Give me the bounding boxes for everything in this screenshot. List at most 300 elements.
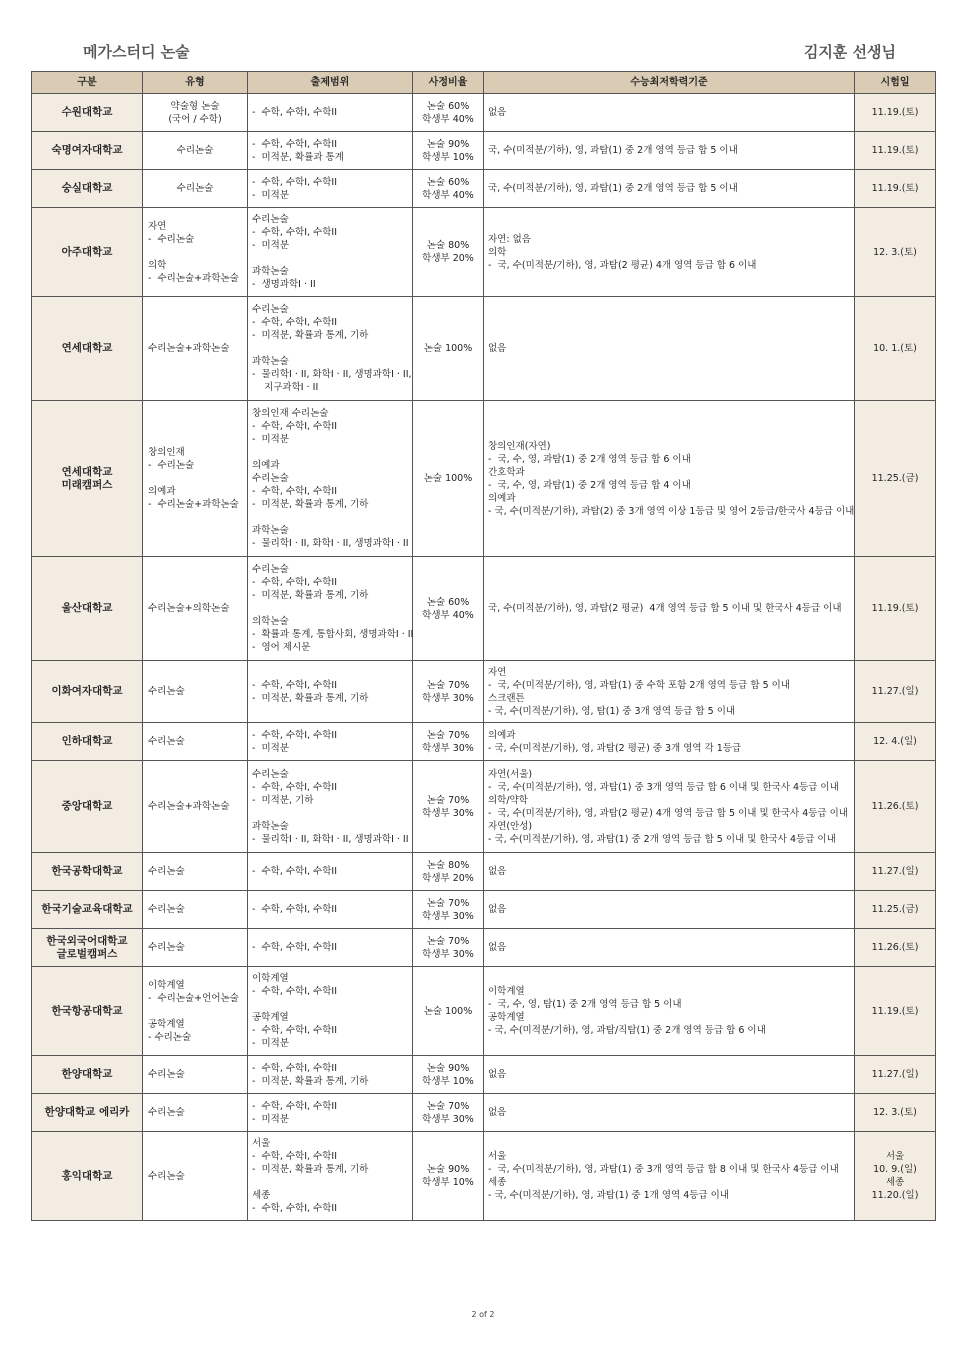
exam-type-line (148, 472, 242, 485)
exam-type-cell (143, 723, 248, 761)
exam-date-cell (855, 853, 936, 891)
exam-range-line: - 미적분, 확률과 통계, 기하 (252, 590, 369, 601)
exam-range-line (252, 807, 408, 820)
exam-range-line: - 미적분, 확률과 통계, 기하 (252, 1164, 369, 1175)
exam-range-line: 세종 (252, 1190, 271, 1201)
table-row (32, 661, 936, 723)
col-header: 유형 (143, 72, 248, 94)
min-requirement-line: - 국, 수, 영, 탐(1) 중 2개 영역 등급 합 5 이내 (488, 999, 682, 1010)
score-ratio-line: 논술 60% (426, 596, 470, 608)
exam-range-line: 이학계열 (252, 973, 289, 984)
min-requirement-line: - 국, 수(미적분/기하), 영, 과탐/직탐(1) 중 2개 영역 등급 합 6 이내 (488, 1025, 766, 1036)
score-ratio-cell (413, 94, 484, 132)
min-requirement-line: 이학계열 (488, 986, 525, 997)
exam-range-line: 지구과학I · II (252, 382, 319, 393)
table-row (32, 723, 936, 761)
exam-type-cell (143, 761, 248, 853)
exam-type-cell (143, 853, 248, 891)
exam-range-line: 과학논술 (252, 266, 289, 277)
min-requirement-cell (484, 297, 855, 401)
exam-type-line: 수리논술 (176, 145, 214, 156)
score-ratio-line: 논술 70% (426, 729, 470, 741)
exam-range-line (252, 252, 408, 265)
score-ratio-cell (413, 557, 484, 661)
university-name-cell (32, 661, 143, 723)
exam-type-line: - 수리논술+과학논술 (148, 499, 239, 510)
university-name-line: 미래캠퍼스 (61, 478, 113, 491)
exam-date-cell (855, 891, 936, 929)
exam-range-line (252, 342, 408, 355)
university-name-cell (32, 132, 143, 170)
min-requirement-cell (484, 94, 855, 132)
min-requirement-cell (484, 661, 855, 723)
score-ratio-line: 논술 70% (426, 1100, 470, 1112)
exam-range-line (252, 511, 408, 524)
exam-date-line: 12. 3.(토) (873, 1107, 917, 1118)
score-ratio-line: 학생부 20% (422, 253, 474, 264)
table-body (32, 94, 936, 1221)
min-requirement-line: 창의인재(자연) (488, 440, 551, 452)
exam-range-line: - 수학, 수학I, 수학II (252, 904, 338, 915)
exam-date-cell (855, 929, 936, 967)
exam-type-cell (143, 1056, 248, 1094)
min-requirement-cell (484, 1056, 855, 1094)
exam-date-cell (855, 1056, 936, 1094)
table-row (32, 1056, 936, 1094)
exam-range-line: - 미적분 (252, 434, 289, 445)
exam-date-cell (855, 208, 936, 297)
score-ratio-line: 논술 80% (426, 859, 470, 871)
table-row (32, 761, 936, 853)
university-name-line: 인하대학교 (61, 735, 113, 747)
exam-type-line: 수리논술 (148, 1069, 185, 1080)
score-ratio-cell (413, 1056, 484, 1094)
exam-date-line: 10. 9.(일) (873, 1164, 917, 1175)
min-requirement-line: 없음 (488, 904, 507, 915)
exam-type-line: 수리논술 (148, 686, 185, 697)
exam-range-line: - 수학, 수학I, 수학II (252, 1100, 338, 1112)
score-ratio-cell (413, 853, 484, 891)
score-ratio-line: 학생부 30% (422, 742, 474, 754)
university-name-line: 숭실대학교 (61, 182, 113, 194)
score-ratio-line: 논술 90% (426, 1164, 470, 1175)
score-ratio-line: 논술 90% (426, 138, 470, 150)
score-ratio-line: 논술 60% (426, 100, 470, 112)
exam-table (31, 71, 936, 1221)
exam-range-line: - 물리학I · II, 화학I · II, 생명과학I · II (252, 538, 409, 549)
exam-range-line: 의예과 (252, 460, 280, 471)
min-requirement-line: - 국, 수, 영, 과탐(1) 중 2개 영역 등급 합 4 이내 (488, 479, 691, 491)
min-requirement-cell (484, 208, 855, 297)
exam-date-line: 11.19.(토) (871, 603, 919, 614)
exam-type-line (148, 1005, 242, 1018)
score-ratio-line: 학생부 30% (422, 948, 474, 960)
exam-type-line: 약술형 논술 (170, 100, 220, 112)
exam-type-line: 수리논술 (148, 942, 185, 953)
exam-date-cell (855, 1094, 936, 1132)
min-requirement-line: 의학/약학 (488, 794, 528, 806)
min-requirement-cell (484, 761, 855, 853)
table-row (32, 297, 936, 401)
score-ratio-cell (413, 761, 484, 853)
score-ratio-cell (413, 1132, 484, 1221)
exam-range-cell (248, 967, 413, 1056)
exam-date-cell (855, 132, 936, 170)
exam-range-line: - 수학, 수학I, 수학II (252, 227, 338, 238)
exam-range-cell (248, 94, 413, 132)
university-name-line: 글로벌캠퍼스 (56, 947, 118, 960)
exam-range-line: - 미적분, 확률과 통계, 기하 (252, 499, 369, 510)
min-requirement-cell (484, 891, 855, 929)
exam-date-line: 11.25.(금) (871, 473, 919, 484)
exam-range-line: - 수학, 수학I, 수학II (252, 138, 338, 150)
min-requirement-line: 의예과 (488, 492, 516, 504)
exam-date-line: 11.19.(토) (871, 183, 919, 194)
exam-type-cell (143, 1094, 248, 1132)
exam-range-cell (248, 170, 413, 208)
min-requirement-line: - 국, 수(미적분/기하), 영, 과탐(1) 중 1개 영역 4등급 이내 (488, 1190, 730, 1201)
min-requirement-cell (484, 853, 855, 891)
col-header: 사정비율 (413, 72, 484, 94)
min-requirement-line: 스크랜튼 (488, 692, 525, 704)
exam-date-cell (855, 94, 936, 132)
exam-range-cell (248, 1056, 413, 1094)
exam-range-line (252, 602, 408, 615)
exam-range-cell (248, 208, 413, 297)
exam-type-cell (143, 557, 248, 661)
exam-range-line (252, 446, 408, 459)
score-ratio-line: 학생부 40% (422, 113, 474, 125)
score-ratio-line: 학생부 10% (422, 1177, 474, 1188)
exam-date-line: 11.20.(일) (871, 1190, 919, 1201)
exam-date-cell (855, 297, 936, 401)
university-name-line: 수원대학교 (61, 106, 113, 118)
score-ratio-cell (413, 661, 484, 723)
exam-type-line: - 수리논술 (148, 460, 195, 471)
exam-type-line: 수리논술 (148, 1107, 185, 1118)
min-requirement-line: - 국, 수, 영, 과탐(1) 중 2개 영역 등급 합 6 이내 (488, 453, 691, 465)
university-name-line: 울산대학교 (61, 602, 113, 614)
exam-date-line: 11.19.(토) (871, 145, 919, 156)
exam-range-line: 수리논술 (252, 768, 289, 780)
exam-range-line (252, 1176, 408, 1189)
table-row (32, 853, 936, 891)
exam-type-line: 수리논술+과학논술 (148, 801, 230, 812)
university-name-cell (32, 761, 143, 853)
university-name-cell (32, 94, 143, 132)
exam-range-line: - 수학, 수학I, 수학II (252, 176, 338, 188)
university-name-cell (32, 1094, 143, 1132)
exam-type-line: - 수리논술+과학논술 (148, 272, 239, 284)
university-name-line: 연세대학교 (61, 342, 113, 354)
exam-range-line: - 미적분 (252, 742, 289, 754)
exam-range-line: 과학논술 (252, 356, 289, 367)
university-name-line: 한국항공대학교 (51, 1004, 123, 1017)
exam-range-cell (248, 761, 413, 853)
min-requirement-line: 없음 (488, 1069, 507, 1080)
exam-range-cell (248, 297, 413, 401)
score-ratio-line: 학생부 40% (422, 609, 474, 621)
min-requirement-cell (484, 132, 855, 170)
page-number: 2 of 2 (471, 1310, 495, 1319)
exam-range-line: - 확률과 통계, 통합사회, 생명과학I · II (252, 629, 414, 640)
exam-range-line: 수리논술 (252, 214, 289, 225)
exam-range-line: 창의인재 수리논술 (252, 408, 329, 419)
exam-range-line: - 미적분, 확률과 통계 (252, 151, 344, 163)
exam-range-line: - 수학, 수학I, 수학II (252, 1062, 338, 1074)
exam-range-line: - 수학, 수학I, 수학II (252, 577, 338, 588)
score-ratio-line: 학생부 30% (422, 1113, 474, 1125)
exam-type-line: (국어 / 수학) (168, 113, 222, 125)
university-name-line: 한국기술교육대학교 (41, 903, 133, 915)
exam-range-line: - 물리학I · II, 화학I · II, 생명과학I · II (252, 833, 409, 845)
university-name-line: 한국공학대학교 (51, 865, 123, 877)
score-ratio-line: 논술 100% (423, 473, 473, 484)
exam-date-line: 11.19.(토) (871, 1005, 919, 1017)
exam-date-line: 11.26.(토) (871, 942, 919, 953)
exam-date-cell (855, 723, 936, 761)
min-requirement-line: - 국, 수(미적분/기하), 과탐(2) 중 3개 영역 이상 1등급 및 영어 2등급/한국사 4등급 이내 (488, 505, 855, 517)
exam-range-line: - 수학, 수학I, 수학II (252, 679, 338, 691)
exam-type-cell (143, 208, 248, 297)
university-name-line: 한양대학교 에리카 (44, 1106, 130, 1118)
exam-date-line: 11.19.(토) (871, 107, 919, 118)
min-requirement-cell (484, 723, 855, 761)
exam-range-line: 서울 (252, 1138, 271, 1149)
min-requirement-line: 국, 수(미적분/기하), 영, 과탐(1) 중 2개 영역 등급 합 5 이내 (488, 183, 738, 194)
exam-range-line (252, 998, 408, 1011)
exam-type-line: - 수리논술 (148, 1031, 192, 1043)
exam-range-line: 과학논술 (252, 820, 289, 832)
exam-type-line: 공학계열 (148, 1018, 185, 1030)
min-requirement-cell (484, 1132, 855, 1221)
score-ratio-line: 학생부 20% (422, 872, 474, 884)
min-requirement-cell (484, 967, 855, 1056)
exam-type-cell (143, 170, 248, 208)
exam-date-cell (855, 401, 936, 557)
min-requirement-line: - 국, 수(미적분/기하), 영, 과탐(2 평균) 4개 영역 등급 합 6 이내 (488, 259, 757, 271)
university-name-line: 중앙대학교 (61, 800, 113, 812)
col-header: 출제범위 (248, 72, 413, 94)
exam-range-line: 수리논술 (252, 473, 289, 484)
score-ratio-line: 학생부 30% (422, 692, 474, 704)
exam-type-cell (143, 1132, 248, 1221)
exam-type-cell (143, 661, 248, 723)
min-requirement-line: - 국, 수(미적분/기하), 영, 탐(1) 중 3개 영역 등급 합 5 이내 (488, 705, 736, 717)
exam-range-line: - 수학, 수학I, 수학II (252, 107, 338, 118)
university-name-line: 한국외국어대학교 (46, 934, 128, 947)
exam-type-line: 수리논술 (148, 904, 185, 915)
min-requirement-line: 없음 (488, 942, 507, 953)
min-requirement-line: - 국, 수(미적분/기하), 영, 과탐(1) 중 수학 포함 2개 영역 등급 합 5 이내 (488, 679, 790, 691)
min-requirement-line: 자연(안성) (488, 820, 533, 832)
min-requirement-line: 없음 (488, 107, 507, 118)
score-ratio-cell (413, 891, 484, 929)
exam-range-cell (248, 853, 413, 891)
exam-range-line: - 미적분 (252, 189, 289, 201)
exam-type-line: 의학 (148, 259, 167, 271)
exam-range-cell (248, 891, 413, 929)
university-name-cell (32, 1132, 143, 1221)
min-requirement-cell (484, 929, 855, 967)
exam-range-line: - 미적분, 확률과 통계, 기하 (252, 330, 369, 341)
score-ratio-line: 학생부 30% (422, 910, 474, 922)
min-requirement-line: 의예과 (488, 729, 516, 741)
min-requirement-line: 국, 수(미적분/기하), 영, 과탐(2 평균) 4개 영역 등급 합 5 이내 및 한국사 4등급 이내 (488, 603, 842, 614)
exam-type-line: 수리논술+의학논술 (148, 603, 230, 614)
score-ratio-cell (413, 208, 484, 297)
university-name-cell (32, 170, 143, 208)
col-header: 수능최저학력기준 (484, 72, 855, 94)
university-name-line: 연세대학교 (61, 465, 113, 478)
exam-range-line: - 미적분 (252, 240, 289, 251)
exam-type-line (148, 246, 242, 259)
min-requirement-line: 자연: 없음 (488, 233, 531, 245)
exam-date-line: 11.27.(일) (871, 1069, 919, 1080)
table-row (32, 967, 936, 1056)
exam-type-line: 수리논술 (148, 866, 185, 877)
exam-type-line: 이학계열 (148, 979, 185, 991)
exam-date-cell (855, 1132, 936, 1221)
min-requirement-cell (484, 557, 855, 661)
exam-type-line: 창의인재 (148, 447, 185, 458)
table-row (32, 557, 936, 661)
min-requirement-line: 자연(서울) (488, 768, 533, 780)
score-ratio-cell (413, 929, 484, 967)
min-requirement-cell (484, 170, 855, 208)
exam-range-cell (248, 1094, 413, 1132)
exam-range-line: - 미적분 (252, 1038, 289, 1049)
exam-range-cell (248, 723, 413, 761)
exam-range-line: - 수학, 수학I, 수학II (252, 317, 338, 328)
exam-type-cell (143, 297, 248, 401)
university-name-cell (32, 853, 143, 891)
min-requirement-line: 없음 (488, 866, 507, 877)
exam-range-line: - 영어 제시문 (252, 642, 311, 653)
exam-range-cell (248, 1132, 413, 1221)
university-name-cell (32, 401, 143, 557)
university-name-line: 아주대학교 (61, 245, 113, 258)
exam-type-cell (143, 401, 248, 557)
min-requirement-cell (484, 401, 855, 557)
min-requirement-line: - 국, 수(미적분/기하), 영, 과탐(2 평균) 중 3개 영역 각 1등급 (488, 742, 742, 754)
exam-range-line: - 미적분, 기하 (252, 794, 314, 806)
exam-range-line: 의학논술 (252, 616, 289, 627)
min-requirement-line: 공학계열 (488, 1012, 525, 1023)
university-name-line: 한양대학교 (61, 1068, 113, 1080)
exam-range-line: 수리논술 (252, 304, 289, 315)
exam-date-line: 서울 (885, 1151, 905, 1162)
score-ratio-line: 논술 60% (426, 176, 470, 188)
score-ratio-cell (413, 170, 484, 208)
exam-date-line: 11.27.(일) (871, 866, 919, 877)
university-name-cell (32, 891, 143, 929)
exam-date-line: 세종 (885, 1177, 905, 1188)
exam-type-line: 수리논술 (148, 736, 185, 747)
score-ratio-line: 논술 100% (423, 1005, 473, 1017)
table-row (32, 94, 936, 132)
university-name-cell (32, 1056, 143, 1094)
exam-date-cell (855, 967, 936, 1056)
exam-range-line: - 수학, 수학I, 수학II (252, 1025, 338, 1036)
exam-type-cell (143, 891, 248, 929)
exam-type-line: 의예과 (148, 486, 176, 497)
col-header: 구분 (32, 72, 143, 94)
score-ratio-line: 논술 70% (426, 679, 470, 691)
university-name-cell (32, 297, 143, 401)
university-name-line: 숙명여자대학교 (51, 144, 123, 156)
exam-type-line: 수리논술 (148, 1170, 185, 1182)
table-row (32, 1094, 936, 1132)
exam-type-line: - 수리논술 (148, 233, 195, 245)
university-name-cell (32, 208, 143, 297)
exam-range-cell (248, 557, 413, 661)
min-requirement-line: 서울 (488, 1151, 507, 1162)
score-ratio-cell (413, 401, 484, 557)
exam-range-line: - 수학, 수학I, 수학II (252, 986, 338, 997)
exam-range-line: 과학논술 (252, 525, 289, 536)
exam-type-line: 수리논술+과학논술 (148, 343, 230, 354)
exam-type-line: 자연 (148, 220, 167, 232)
exam-date-cell (855, 170, 936, 208)
university-name-cell (32, 557, 143, 661)
exam-range-line: - 미적분 (252, 1113, 289, 1125)
exam-date-cell (855, 661, 936, 723)
min-requirement-line: 의학 (488, 246, 507, 258)
university-name-cell (32, 967, 143, 1056)
score-ratio-line: 학생부 10% (422, 1075, 474, 1087)
min-requirement-line: - 국, 수(미적분/기하), 영, 과탐(1) 중 3개 영역 등급 합 6 이내 및 한국사 4등급 이내 (488, 781, 839, 793)
score-ratio-cell (413, 132, 484, 170)
score-ratio-cell (413, 297, 484, 401)
university-name-cell (32, 723, 143, 761)
header-teacher: 김지훈 선생님 (803, 43, 896, 61)
min-requirement-line: 간호학과 (488, 466, 525, 478)
exam-date-line: 10. 1.(토) (873, 343, 917, 354)
exam-type-cell (143, 929, 248, 967)
min-requirement-line: - 국, 수(미적분/기하), 영, 과탐(2 평균) 4개 영역 등급 합 5 이내 및 한국사 4등급 이내 (488, 807, 848, 819)
exam-date-line: 11.25.(금) (871, 904, 919, 915)
exam-range-line: - 수학, 수학I, 수학II (252, 866, 338, 877)
exam-date-cell (855, 557, 936, 661)
exam-type-line: - 수리논술+언어논술 (148, 992, 239, 1004)
exam-type-cell (143, 132, 248, 170)
min-requirement-line: 자연 (488, 666, 507, 678)
exam-type-cell (143, 967, 248, 1056)
score-ratio-line: 논술 70% (426, 897, 470, 909)
table-row (32, 132, 936, 170)
exam-range-line: - 생명과학I · II (252, 279, 316, 290)
exam-range-line: - 수학, 수학I, 수학II (252, 942, 338, 953)
header-title: 메가스터디 논술 (83, 43, 190, 61)
exam-range-line: - 수학, 수학I, 수학II (252, 421, 338, 432)
table-header-row (32, 72, 936, 94)
score-ratio-line: 논술 70% (426, 935, 470, 947)
score-ratio-line: 학생부 10% (422, 151, 474, 163)
exam-range-line: - 수학, 수학I, 수학II (252, 486, 338, 497)
exam-date-line: 11.26.(토) (871, 801, 919, 812)
min-requirement-line: 세종 (488, 1177, 507, 1188)
min-requirement-cell (484, 1094, 855, 1132)
score-ratio-cell (413, 967, 484, 1056)
min-requirement-line: - 국, 수(미적분/기하), 영, 과탐(1) 중 2개 영역 등급 합 5 이내 및 한국사 4등급 이내 (488, 833, 836, 845)
exam-date-line: 12. 4.(일) (873, 736, 917, 747)
exam-range-line: 수리논술 (252, 564, 289, 575)
exam-range-line: - 물리학I · II, 화학I · II, 생명과학I · II, (252, 369, 412, 380)
score-ratio-line: 논술 100% (423, 343, 473, 354)
university-name-line: 이화여자대학교 (51, 685, 123, 697)
exam-range-cell (248, 661, 413, 723)
